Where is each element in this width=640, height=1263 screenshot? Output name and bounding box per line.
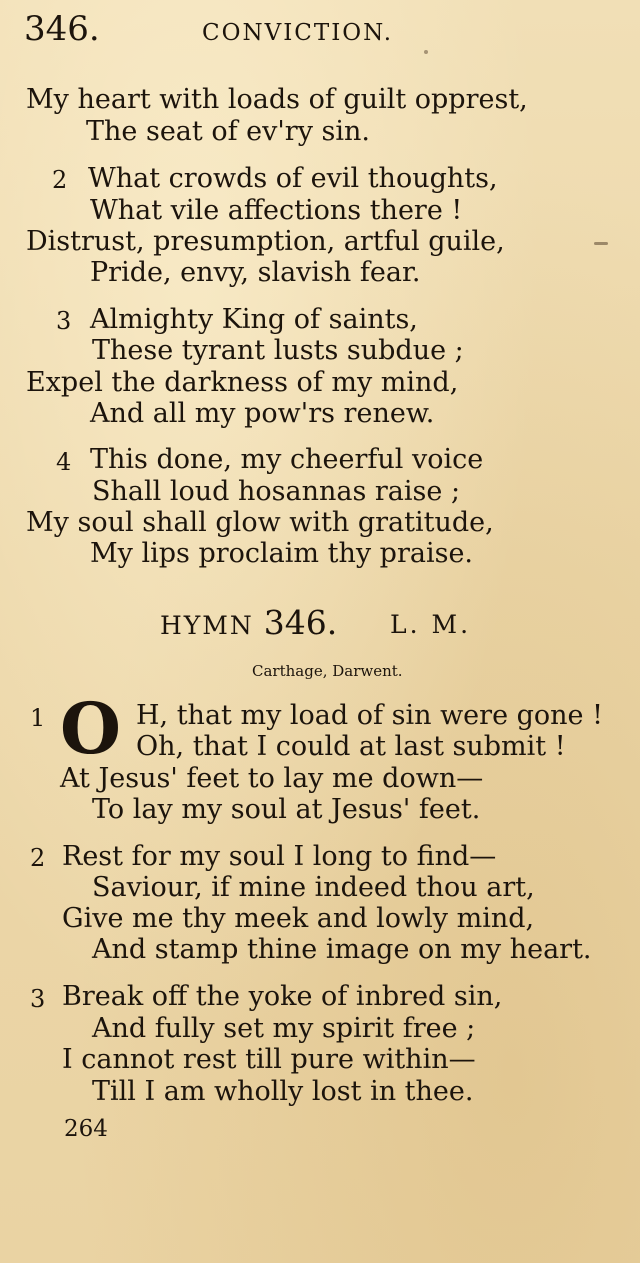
verse-line: Till I am wholly lost in thee. [92, 1076, 474, 1107]
verse-line: Shall loud hosannas raise ; [92, 476, 461, 507]
verse-line: H, that my load of sin were gone ! [136, 700, 603, 731]
verse-line: To lay my soul at Jesus' feet. [92, 794, 481, 825]
hymn-meter: L. M. [390, 610, 472, 639]
verse-line: Rest for my soul I long to find— [62, 841, 497, 872]
ink-speck [594, 242, 608, 245]
verse-number: 1 [30, 704, 46, 732]
verse-line: My heart with loads of guilt opprest, [26, 84, 528, 115]
verse-line: My lips proclaim thy praise. [90, 538, 474, 569]
ink-speck [424, 50, 428, 54]
verse-number: 3 [30, 985, 46, 1013]
verse-line: My soul shall glow with gratitude, [26, 507, 494, 538]
verse-line: And fully set my spirit free ; [92, 1013, 476, 1044]
verse-line: What vile affections there ! [90, 195, 463, 226]
verse-line: Give me thy meek and lowly mind, [62, 903, 535, 934]
verse-line: This done, my cheerful voice [90, 444, 484, 475]
verse-line: Expel the darkness of my mind, [26, 367, 459, 398]
verse-line: Break off the yoke of inbred sin, [62, 981, 503, 1012]
verse-number: 4 [56, 448, 72, 476]
verse-line: Distrust, presumption, artful guile, [26, 226, 505, 257]
verse-line: And all my pow'rs renew. [90, 398, 435, 429]
verse-number: 2 [52, 166, 68, 194]
verse-line: Almighty King of saints, [90, 304, 418, 335]
page-number: 346. [24, 9, 100, 49]
running-title: CONVICTION. [202, 20, 394, 46]
verse-line: Oh, that I could at last submit ! [136, 731, 566, 762]
verse-line: At Jesus' feet to lay me down— [60, 763, 484, 794]
verse-line: What crowds of evil thoughts, [88, 163, 498, 194]
verse-line: And stamp thine image on my heart. [92, 934, 592, 965]
verse-line: Pride, envy, slavish fear. [90, 257, 421, 288]
verse-number: 3 [56, 307, 72, 335]
hymn-label: HYMN [160, 611, 254, 640]
verse-number: 2 [30, 844, 46, 872]
verse-line: These tyrant lusts subdue ; [92, 335, 464, 366]
footer-page-number: 264 [64, 1116, 108, 1142]
verse-line: I cannot rest till pure within— [62, 1044, 476, 1075]
verse-line: The seat of ev'ry sin. [86, 116, 371, 147]
drop-cap: O [60, 687, 121, 770]
tune-names: Carthage, Darwent. [252, 662, 403, 680]
verse-line: Saviour, if mine indeed thou art, [92, 872, 535, 903]
hymn-title [160, 603, 338, 642]
hymn-number: 346. [263, 603, 338, 642]
